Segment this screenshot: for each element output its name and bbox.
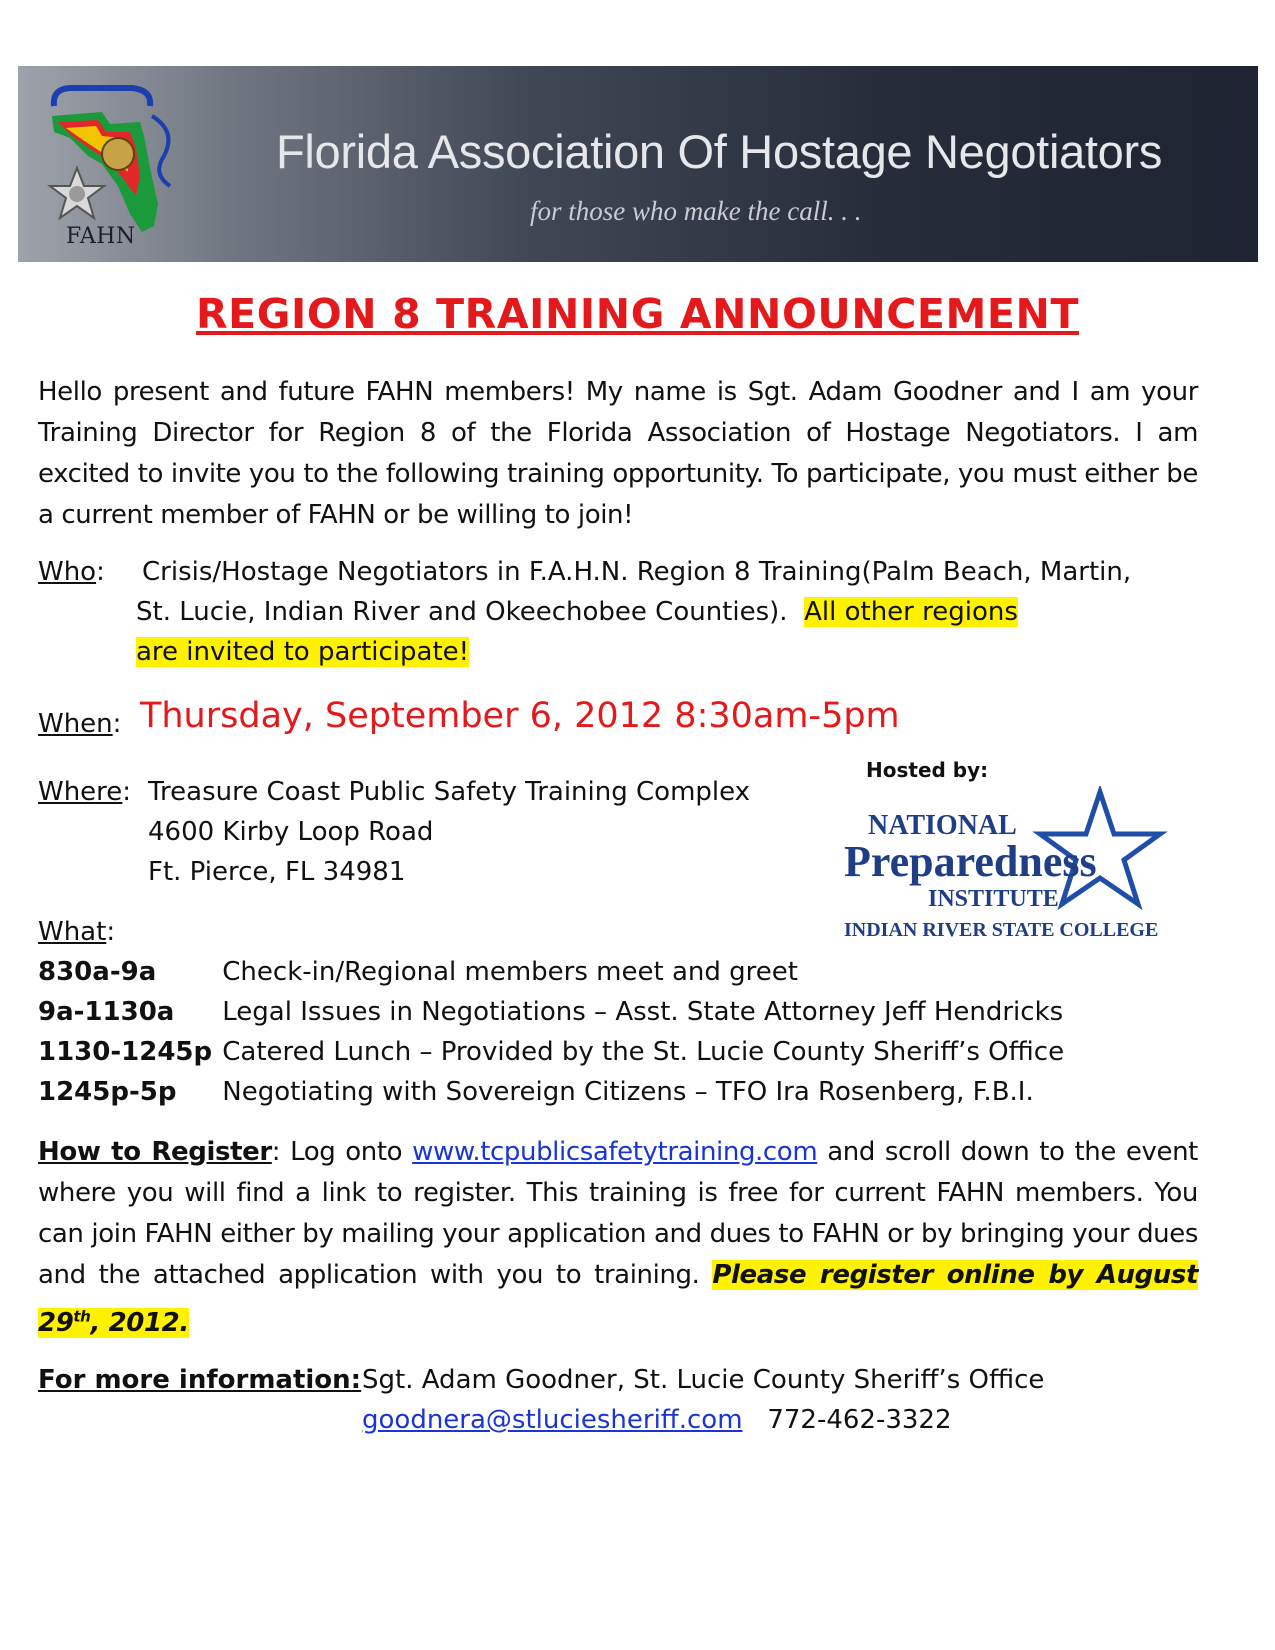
register-paragraph: How to Register: Log onto www.tcpublicsafetytraining.com and scroll down to the event where you will find a link to register. This training is free for current FAHN members. You can join FAHN either by mailing your application and dues to FAHN or by bringing your dues and the attached application with you to training. Please register online by August 29th, 2012. bbox=[38, 1137, 1198, 1338]
schedule-desc: Legal Issues in Negotiations – Asst. State Attorney Jeff Hendricks bbox=[222, 997, 1064, 1027]
tagline: for those who make the call. . . bbox=[530, 196, 862, 226]
who-highlight-1: All other regions bbox=[804, 597, 1018, 627]
info-contact: Sgt. Adam Goodner, St. Lucie County Sheriff’s Office bbox=[362, 1365, 1045, 1395]
header-banner bbox=[18, 66, 1258, 262]
register-deadline-sup: th bbox=[73, 1307, 91, 1325]
national-preparedness-institute-logo bbox=[838, 786, 1178, 946]
who-line-3 bbox=[136, 632, 469, 673]
schedule-row bbox=[38, 1032, 1064, 1072]
schedule-time: 1245p-5p bbox=[38, 1077, 177, 1107]
npi-line-3: INSTITUTE bbox=[928, 886, 1059, 912]
intro-paragraph: Hello present and future FAHN members! My name is Sgt. Adam Goodner and I am your Training Director for Region 8 of the Florida Association of Hostage Negotiators. I am excited to invite you to the following training opportunity. To participate, you must either be a current member of FAHN or be willing to join! bbox=[38, 377, 1198, 530]
schedule-desc: Check-in/Regional members meet and greet bbox=[222, 957, 798, 987]
contact-phone: 772-462-3322 bbox=[767, 1405, 952, 1435]
contact-email-link[interactable]: goodnera@stluciesheriff.com bbox=[362, 1405, 743, 1435]
register-deadline-b: , 2012. bbox=[90, 1307, 189, 1338]
where-label-row: Where: bbox=[38, 777, 132, 807]
registration-link[interactable]: www.tcpublicsafetytraining.com bbox=[412, 1137, 818, 1167]
who-highlight-2: are invited to participate! bbox=[136, 637, 470, 667]
schedule-time: 1130-1245p bbox=[38, 1037, 213, 1067]
logo-caption: FAHN bbox=[66, 224, 136, 249]
npi-line-2: Preparedness bbox=[844, 837, 1097, 886]
npi-line-1: NATIONAL bbox=[868, 810, 1017, 841]
where-line-1: Treasure Coast Public Safety Training Complex bbox=[148, 777, 751, 807]
info-contact-line-2 bbox=[362, 1400, 952, 1441]
info-label-row bbox=[38, 1360, 361, 1401]
event-date-time: Thursday, September 6, 2012 8:30am-5pm bbox=[140, 696, 900, 736]
schedule-row bbox=[38, 992, 1063, 1032]
npi-line-4: INDIAN RIVER STATE COLLEGE bbox=[844, 919, 1159, 941]
register-text-1: Log onto bbox=[290, 1137, 403, 1167]
hosted-by-label: Hosted by: bbox=[866, 758, 989, 782]
announcement-heading: REGION 8 TRAINING ANNOUNCEMENT bbox=[195, 290, 1080, 338]
register-deadline-a: Please register online by August 29 bbox=[38, 1260, 1198, 1338]
who-label: Who bbox=[38, 557, 97, 587]
register-text-2: and scroll down to the event where you will find a link to register. This training is free for current FAHN members. You can join FAHN either by mailing your application and dues to FAHN or by bringing your dues and the attached application with you to training. bbox=[38, 1137, 1198, 1290]
schedule-row bbox=[38, 1072, 1034, 1112]
where-line-2: 4600 Kirby Loop Road bbox=[148, 817, 434, 847]
who-line-2 bbox=[136, 592, 1018, 633]
schedule-row bbox=[38, 952, 798, 992]
what-label-row: What: bbox=[38, 917, 116, 947]
register-label: How to Register bbox=[38, 1137, 272, 1167]
schedule-time: 830a-9a bbox=[38, 957, 157, 987]
who-line-2-text: St. Lucie, Indian River and Okeechobee Counties). bbox=[136, 597, 788, 627]
info-label: For more information: bbox=[38, 1365, 362, 1395]
who-label-row: Who: bbox=[38, 557, 105, 587]
what-label: What bbox=[38, 917, 107, 947]
schedule-desc: Negotiating with Sovereign Citizens – TFO Ira Rosenberg, F.B.I. bbox=[222, 1077, 1034, 1107]
schedule-desc: Catered Lunch – Provided by the St. Lucie County Sheriff’s Office bbox=[222, 1037, 1065, 1067]
where-label: Where bbox=[38, 777, 123, 807]
who-line-1: Crisis/Hostage Negotiators in F.A.H.N. Region 8 Training(Palm Beach, Martin, bbox=[142, 557, 1132, 587]
where-line-3: Ft. Pierce, FL 34981 bbox=[148, 857, 406, 887]
organization-title: Florida Association Of Hostage Negotiators bbox=[276, 125, 1163, 178]
when-label: When bbox=[38, 709, 113, 739]
schedule-time: 9a-1130a bbox=[38, 997, 175, 1027]
when-label-row: When: bbox=[38, 709, 122, 739]
